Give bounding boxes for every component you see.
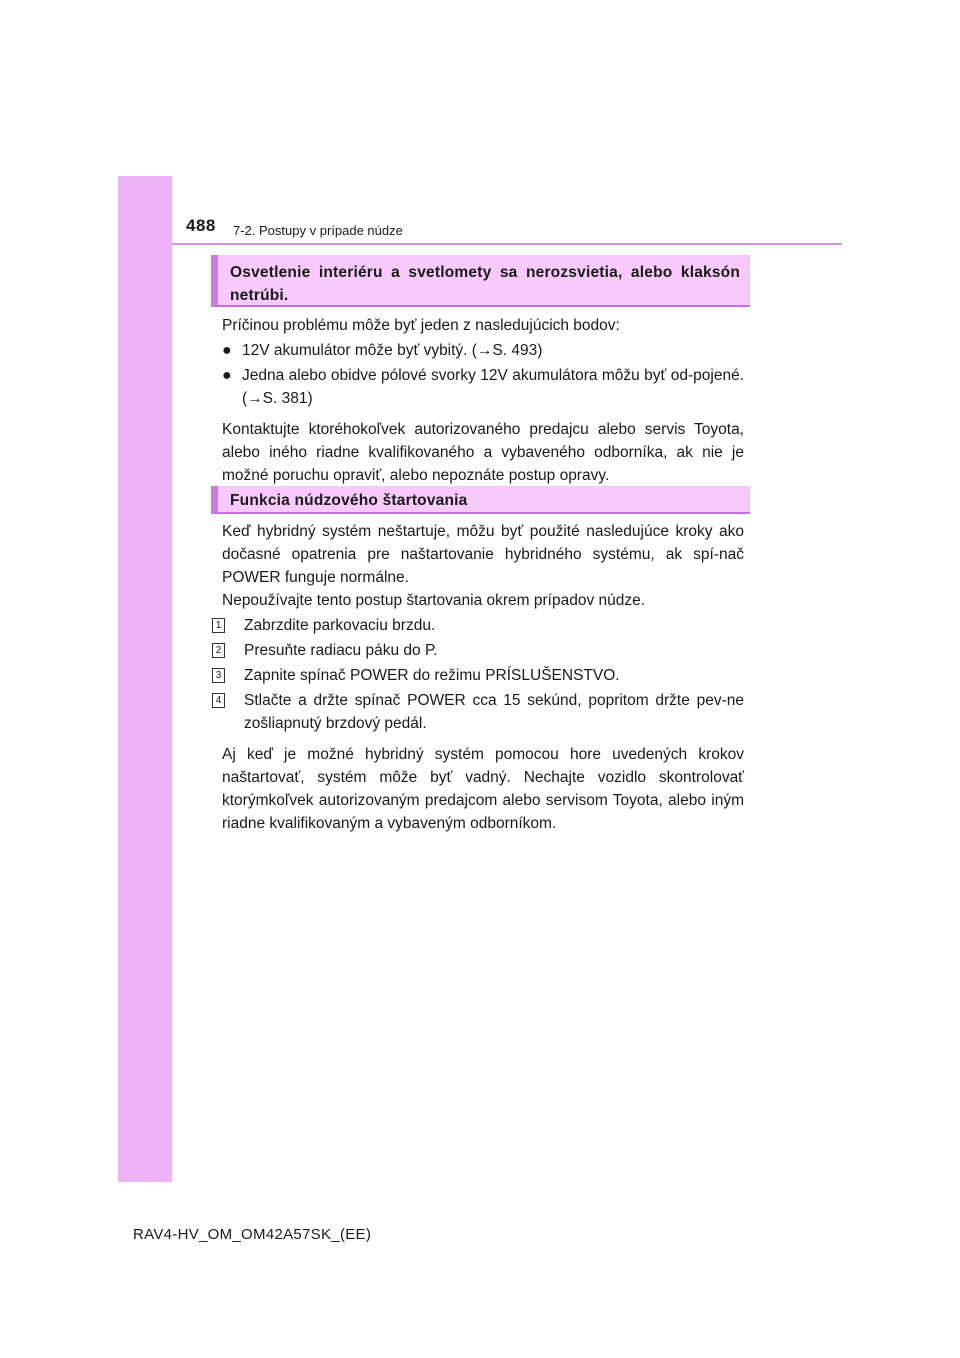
contact-note: Kontaktujte ktoréhokoľvek autorizovaného predajcu alebo servis Toyota, alebo iného riadne kvalifikovaného a vybaveného odborníka, ak nie je možné poruchu opraviť, alebo nepoznáte postup opravy. xyxy=(222,421,744,484)
step-number-box: 3 xyxy=(212,668,225,683)
emergency-warning: Nepoužívajte tento postup štartovania okrem prípadov núdze. xyxy=(222,592,646,609)
step-text: Presuňte radiacu páku do P. xyxy=(244,642,438,659)
step-item xyxy=(215,639,744,662)
bullet-icon: ● xyxy=(222,342,232,359)
bullet-text: Jedna alebo obidve pólové svorky 12V akumulátora môžu byť od-pojené. (→S. 381) xyxy=(242,367,744,407)
cause-intro: Príčinou problému môže byť jeden z nasledujúcich bodov: xyxy=(222,317,620,334)
step-text: Zabrzdite parkovaciu brzdu. xyxy=(244,617,436,634)
step-item xyxy=(215,614,744,637)
step-text: Stlačte a držte spínač POWER cca 15 sekúnd, popritom držte pev-ne zošliapnutý brzdový pedál. xyxy=(244,692,744,732)
page-number: 488 xyxy=(186,216,216,235)
section-body-lights xyxy=(222,314,744,487)
emergency-outro: Aj keď je možné hybridný systém pomocou hore uvedených krokov naštartovať, systém môže byť vadný. Nechajte vozidlo skontrolovať ktorýmkoľvek autorizovaným predajcom alebo servisom Toyota, alebo iným riadne kvalifikovaným a vybaveným odborníkom. xyxy=(222,746,744,832)
step-number-box: 4 xyxy=(212,693,225,708)
side-color-band xyxy=(118,176,172,1182)
step-number-box: 1 xyxy=(212,618,225,633)
chapter-title: 7-2. Postupy v prípade núdze xyxy=(233,223,403,238)
section-body-emergency-start xyxy=(215,520,744,835)
step-text: Zapnite spínač POWER do režimu PRÍSLUŠENSTVO. xyxy=(244,667,620,684)
document-code: RAV4-HV_OM_OM42A57SK_(EE) xyxy=(133,1226,372,1243)
section-heading-lights: Osvetlenie interiéru a svetlomety sa nerozsvietia, alebo klaksón netrúbi. xyxy=(211,255,750,307)
step-item xyxy=(215,664,744,687)
header-divider xyxy=(172,243,842,245)
bullet-item xyxy=(222,364,744,410)
section-heading-emergency-start: Funkcia núdzového štartovania xyxy=(211,486,750,514)
bullet-text: 12V akumulátor môže byť vybitý. (→S. 493) xyxy=(242,342,543,359)
bullet-icon: ● xyxy=(222,367,232,384)
emergency-intro: Keď hybridný systém neštartuje, môžu byť použité nasledujúce kroky ako dočasné opatrenia pre naštartovanie hybridného systému, ak spí-nač POWER funguje normálne. xyxy=(222,523,744,586)
step-number-box: 2 xyxy=(212,643,225,658)
step-item xyxy=(215,689,744,735)
bullet-item xyxy=(222,339,744,362)
